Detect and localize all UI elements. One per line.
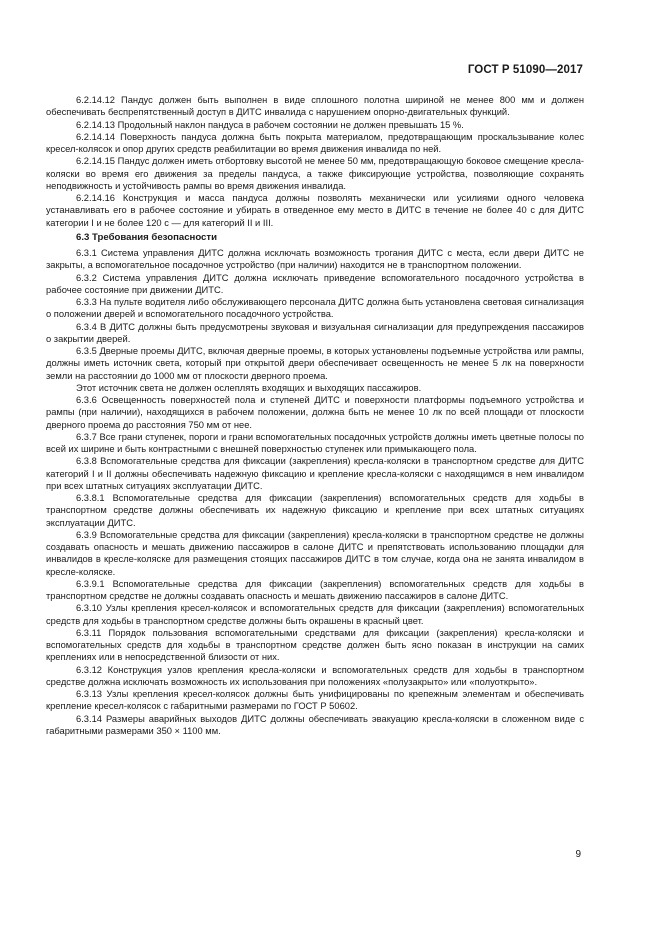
paragraph: 6.3.7 Все грани ступенек, пороги и грани вспомогательных посадочных устройств должны иметь цветные полосы по всей их ширине и быть контрастными с внешней поверхностью ступенек или примыкающего пола.: [46, 431, 584, 454]
section-heading: 6.3 Требования безопасности: [76, 231, 217, 243]
paragraph: 6.3.9 Вспомогательные средства для фиксации (закрепления) кресла-коляски в транспортном средстве не должны создавать опасность и мешать движению пассажиров в салоне ДИТС и препятствовать использованию площадки для инвалидов в кресле-коляске для размещения стоящих пассажиров ДИТС в том случае, когда она не занята инвалидом в кресле-коляске.: [46, 529, 584, 577]
paragraph: 6.2.14.13 Продольный наклон пандуса в рабочем состоянии не должен превышать 15 %.: [76, 119, 464, 130]
paragraphs-after-section: [46, 247, 584, 737]
paragraph: 6.3.14 Размеры аварийных выходов ДИТС должны обеспечивать эвакуацию кресла-коляски в сложенном виде с габаритными размерами 350 × 1100 мм.: [46, 713, 584, 736]
paragraph: 6.3.5 Дверные проемы ДИТС, включая дверные проемы, в которых установлены подъемные устройства или рампы, должны иметь источник света, который при открытой двери обеспечивает освещенность не менее 5 лк на поверхности земли на расстоянии до 1000 мм от плоскости дверного проема.: [46, 346, 584, 381]
paragraph: 6.2.14.15 Пандус должен иметь отбортовку высотой не менее 50 мм, предотвращающую боковое смещение кресла-коляски во время его движения за пределы пандуса, а также фиксирующие устройства, позволяющие сохранять неподвижность и устойчивость рампы во время движения инвалида.: [46, 156, 584, 191]
paragraph: 6.3.12 Конструкция узлов крепления кресла-коляски и вспомогательных средств для ходьбы в транспортном средстве должна исключать возможность их использования при положениях «полузакрыто» или «полуоткрыто».: [46, 664, 584, 687]
paragraph: 6.3.4 В ДИТС должны быть предусмотрены звуковая и визуальная сигнализации для предупреждения пассажиров о закрытии дверей.: [46, 321, 584, 344]
paragraph: 6.2.14.14 Поверхность пандуса должна быть покрыта материалом, предотвращающим проскальзывание колес кресел-колясок и опор других средств реабилитации во время движения инвалида по ней.: [46, 131, 584, 154]
paragraphs-before-section: [46, 94, 584, 229]
paragraph: 6.3.6 Освещенность поверхностей пола и ступеней ДИТС и поверхности платформы подъемного устройства и рампы (при наличии), находящихся в рабочем положении, должна быть не менее 10 лк по всей площади от плоскости дверного проема до расстояния 750 мм от нее.: [46, 395, 584, 430]
paragraph: 6.3.3 На пульте водителя либо обслуживающего персонала ДИТС должна быть установлена световая сигнализация о положении дверей и вспомогательного посадочного устройства.: [46, 297, 584, 320]
paragraph: 6.3.10 Узлы крепления кресел-колясок и вспомогательных средств для фиксации (закрепления) вспомогательных средств для ходьбы в транспортном средстве должны быть окрашены в красный цвет.: [46, 603, 584, 626]
document-id-header: ГОСТ Р 51090—2017: [467, 64, 583, 76]
paragraph: 6.3.9.1 Вспомогательные средства для фиксации (закрепления) вспомогательных средств для ходьбы в транспортном средстве не должны создавать опасность и мешать движению пассажиров в салоне ДИТС.: [46, 578, 584, 601]
paragraph: 6.2.14.12 Пандус должен быть выполнен в виде сплошного полотна шириной не менее 800 мм и должен обеспечивать беспрепятственный доступ в ДИТС инвалида с нарушением опорно-двигательных функций.: [46, 95, 584, 118]
paragraph: Этот источник света не должен ослеплять входящих и выходящих пассажиров.: [76, 382, 422, 393]
paragraph: 6.2.14.16 Конструкция и масса пандуса должны позволять механически или усилиями одного человека устанавливать его в рабочее состояние и убирать в отведенное ему место в ДИТС в течение не более 40 с для ДИТС категории I и не более 120 с — для категорий II и III.: [46, 193, 584, 228]
paragraph: 6.3.8 Вспомогательные средства для фиксации (закрепления) кресла-коляски в транспортном средстве для ДИТС категорий I и II должны обеспечивать надежную фиксацию и крепление кресла-коляски с находящимся в нем инвалидом при всех штатных ситуациях эксплуатации ДИТС.: [46, 456, 584, 491]
paragraph: 6.3.1 Система управления ДИТС должна исключать возможность трогания ДИТС с места, если двери ДИТС не закрыты, а вспомогательное посадочное устройство (при наличии) находится не в транспортном положении.: [46, 248, 584, 271]
paragraph: 6.3.11 Порядок пользования вспомогательными средствами для фиксации (закрепления) кресла-коляски и вспомогательных средств для ходьбы в транспортном средстве должен быть ясно показан в инструкции на самих креплениях или в непосредственной близости от них.: [46, 627, 584, 663]
document-body: [46, 94, 584, 737]
paragraph: 6.3.8.1 Вспомогательные средства для фиксации (закрепления) вспомогательных средств для ходьбы в транспортном средстве должны обеспечивать их надежную фиксацию и крепление при всех штатных ситуациях эксплуатации ДИТС.: [46, 493, 584, 528]
paragraph: 6.3.13 Узлы крепления кресел-колясок должны быть унифицированы по крепежным элементам и обеспечивать крепление кресел-колясок с габаритными размерами по ГОСТ Р 50602.: [46, 689, 584, 712]
page-number: 9: [575, 849, 581, 860]
paragraph: 6.3.2 Система управления ДИТС должна исключать приведение вспомогательного посадочного устройства в рабочее состояние при движении ДИТС.: [46, 272, 584, 295]
